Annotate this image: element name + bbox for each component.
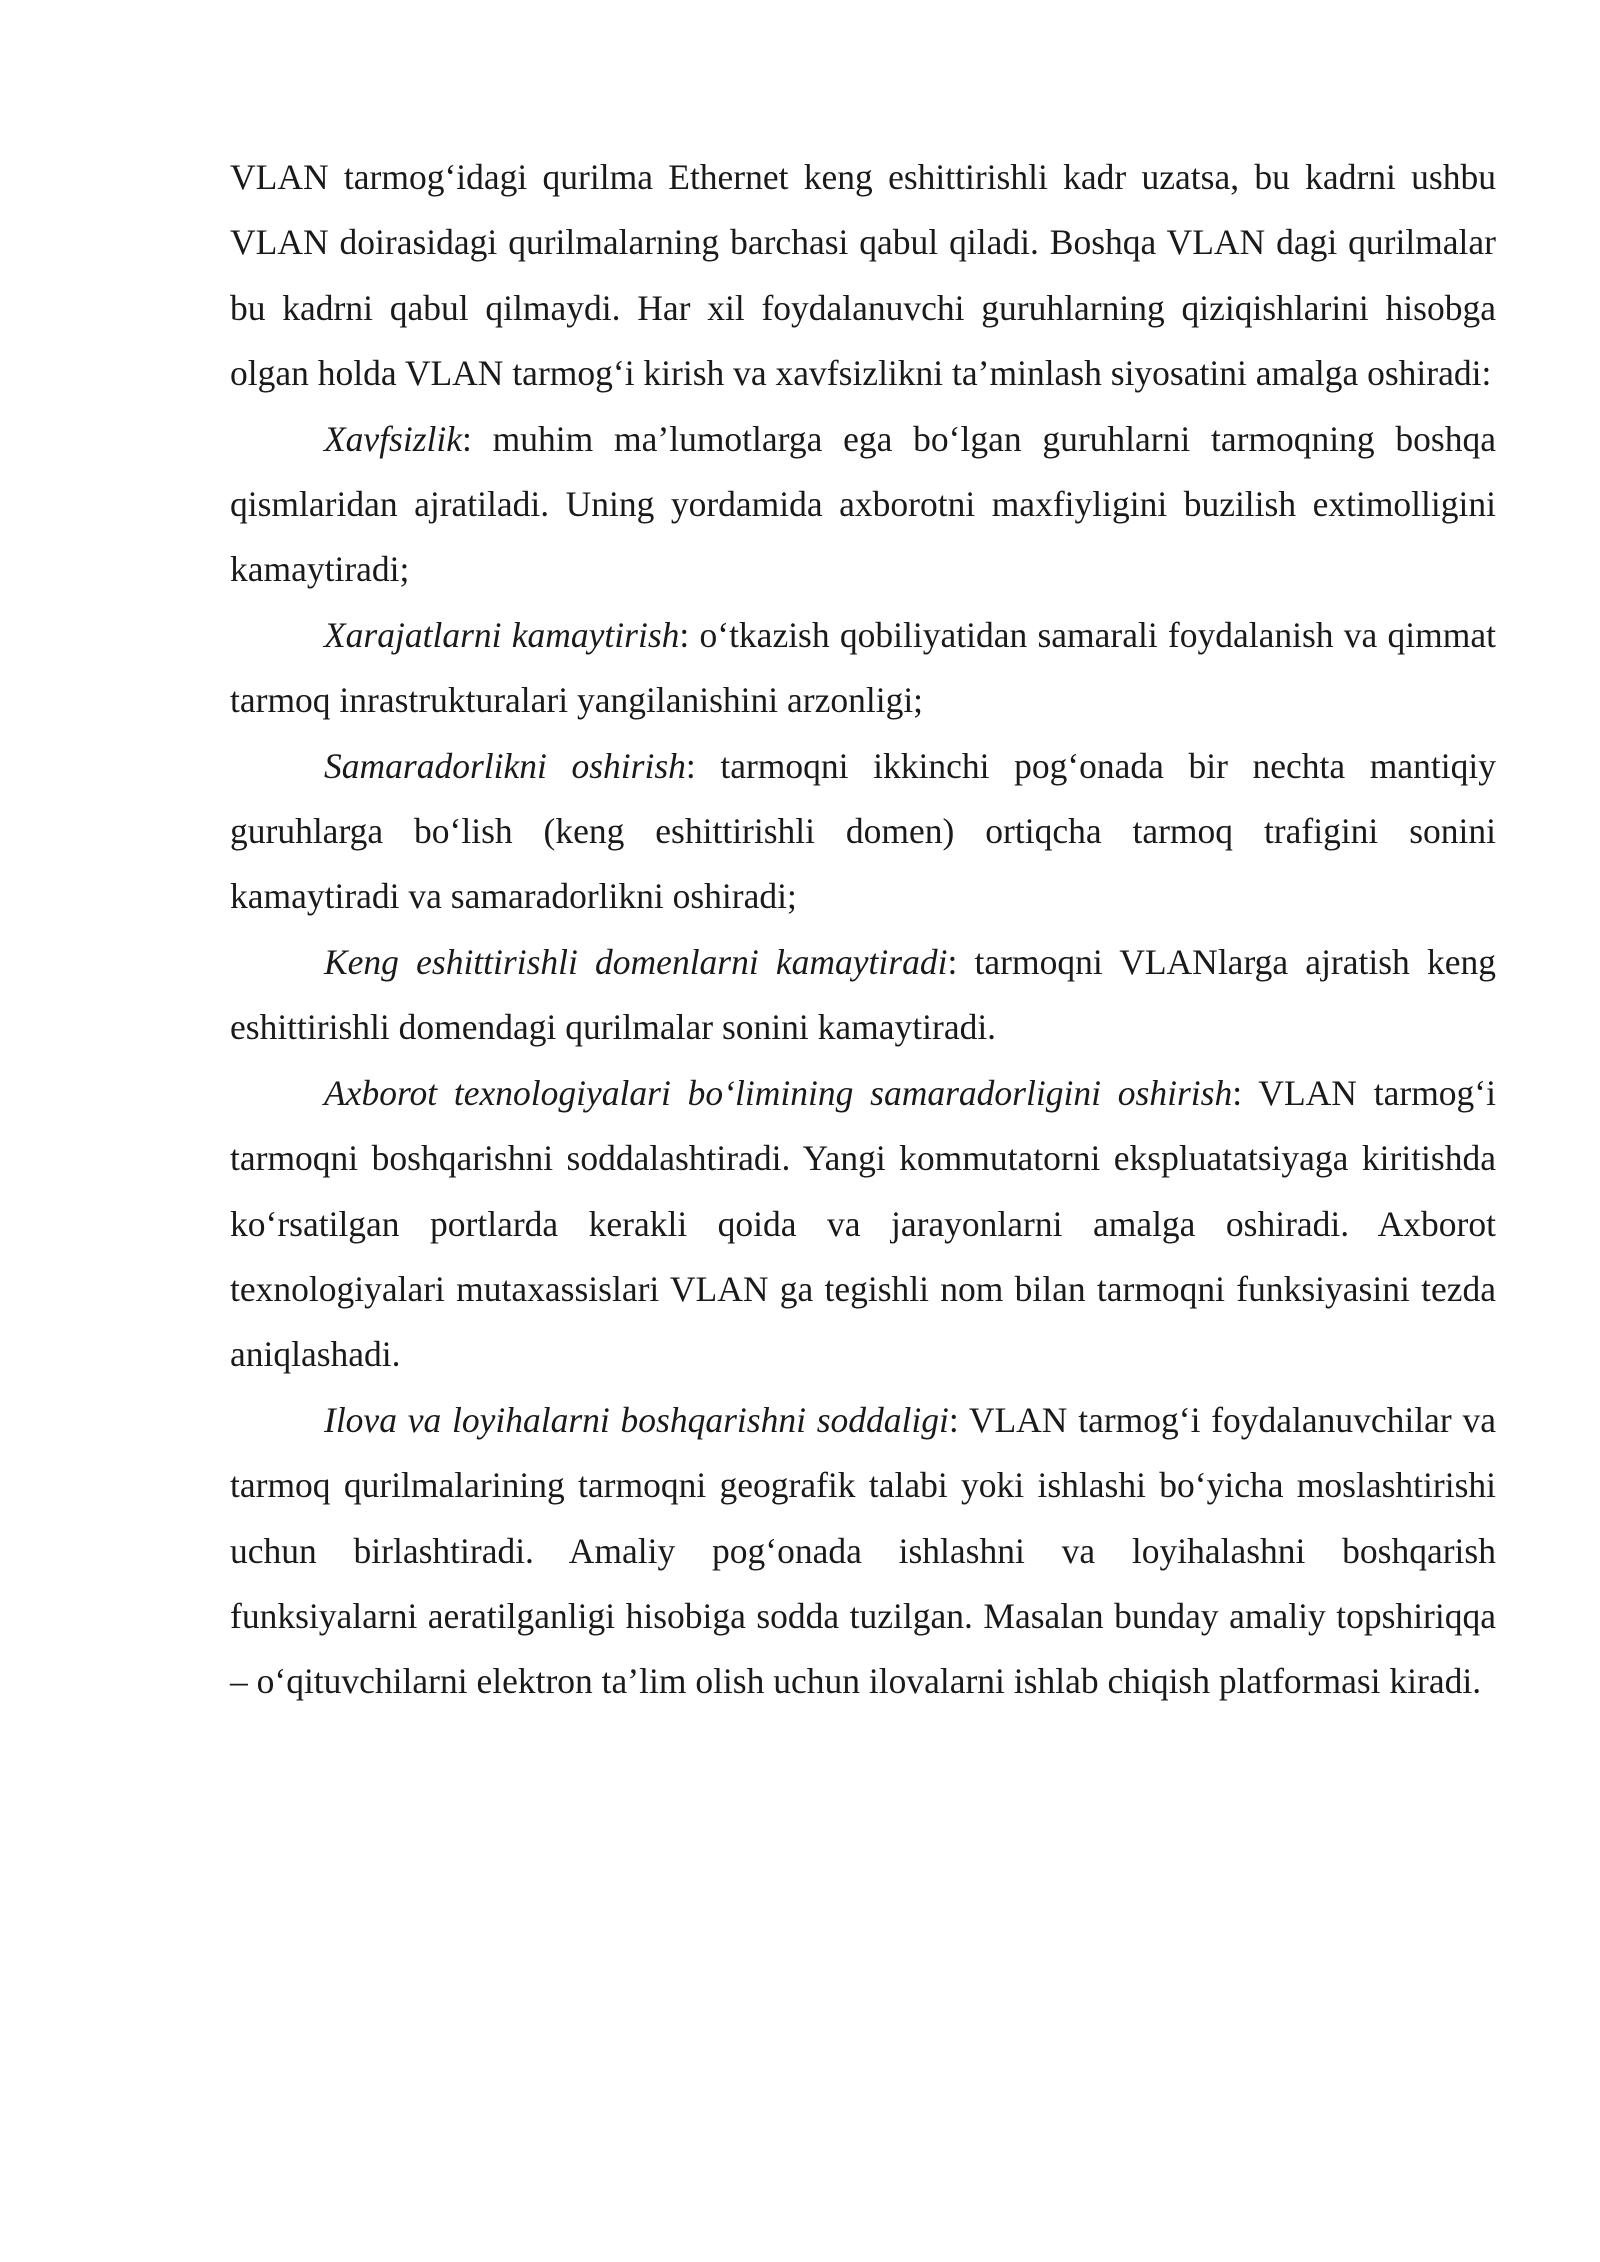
- item-term: Axborot texnologiyalari bo‘limining samaradorligini oshirish: [324, 1072, 1233, 1113]
- item-term: Xavfsizlik: [324, 418, 463, 459]
- intro-paragraph: VLAN tarmog‘idagi qurilma Ethernet keng eshittirishli kadr uzatsa, bu kadrni ushbu VLAN doirasidagi qurilmalarning barchasi qabul qiladi. Boshqa VLAN dagi qurilmalar bu kadrni qabul qilmaydi. Har xil foydalanuvchi guruhlarning qiziqishlarini hisobga olgan holda VLAN tarmog‘i kirish va xavfsizlikni ta’minlash siyosatini amalga oshiradi:: [230, 157, 1496, 394]
- item-term: Ilova va loyihalarni boshqarishni soddaligi: [324, 1399, 949, 1440]
- item-text: : tarmoqni ikkinchi pog‘onada bir nechta mantiqiy guruhlarga bo‘lish (keng eshittirishli domen) ortiqcha tarmoq trafigini sonini kamaytiradi va samaradorlikni oshiradi;: [230, 745, 1496, 917]
- list-item-broadcast-domains: [230, 930, 1496, 1061]
- item-text: : tarmoqni VLANlarga ajratish keng eshittirishli domendagi qurilmalar sonini kamaytiradi.: [230, 941, 1496, 1048]
- list-item-it-efficiency: [230, 1061, 1496, 1388]
- list-item-cost-reduction: [230, 603, 1496, 734]
- item-text: : VLAN tarmog‘i foydalanuvchilar va tarmoq qurilmalarining tarmoqni geografik talabi yoki ishlashi bo‘yicha moslashtirishi uchun birlashtiradi. Amaliy pog‘onada ishlashni va loyihalashni boshqarish funksiyalarni aeratilganligi hisobiga sodda tuzilgan. Masalan bunday amaliy topshiriqqa – o‘qituvchilarni elektron ta’lim olish uchun ilovalarni ishlab chiqish platformasi kiradi.: [230, 1399, 1496, 1702]
- item-text: : VLAN tarmog‘i tarmoqni boshqarishni soddalashtiradi. Yangi kommutatorni ekspluatatsiyaga kiritishda ko‘rsatilgan portlarda kerakli qoida va jarayonlarni amalga oshiradi. Axborot texnologiyalari mutaxassislari VLAN ga tegishli nom bilan tarmoqni funksiyasini tezda aniqlashadi.: [230, 1072, 1496, 1375]
- list-item-performance: [230, 734, 1496, 930]
- item-term: Xarajatlarni kamaytirish: [324, 614, 680, 655]
- item-term: Samaradorlikni oshirish: [324, 745, 686, 786]
- item-term: Keng eshittirishli domenlarni kamaytiradi: [324, 941, 948, 982]
- item-text: : muhim ma’lumotlarga ega bo‘lgan guruhlarni tarmoqning boshqa qismlaridan ajratiladi. Uning yordamida axborotni maxfiyligini buzilish extimolligini kamaytiradi;: [230, 418, 1496, 590]
- list-item-security: [230, 407, 1496, 603]
- item-text: : o‘tkazish qobiliyatidan samarali foydalanish va qimmat tarmoq inrastrukturalari yangilanishini arzonligi;: [230, 614, 1497, 721]
- list-item-app-management: [230, 1388, 1496, 1715]
- document-body: [230, 145, 1496, 1715]
